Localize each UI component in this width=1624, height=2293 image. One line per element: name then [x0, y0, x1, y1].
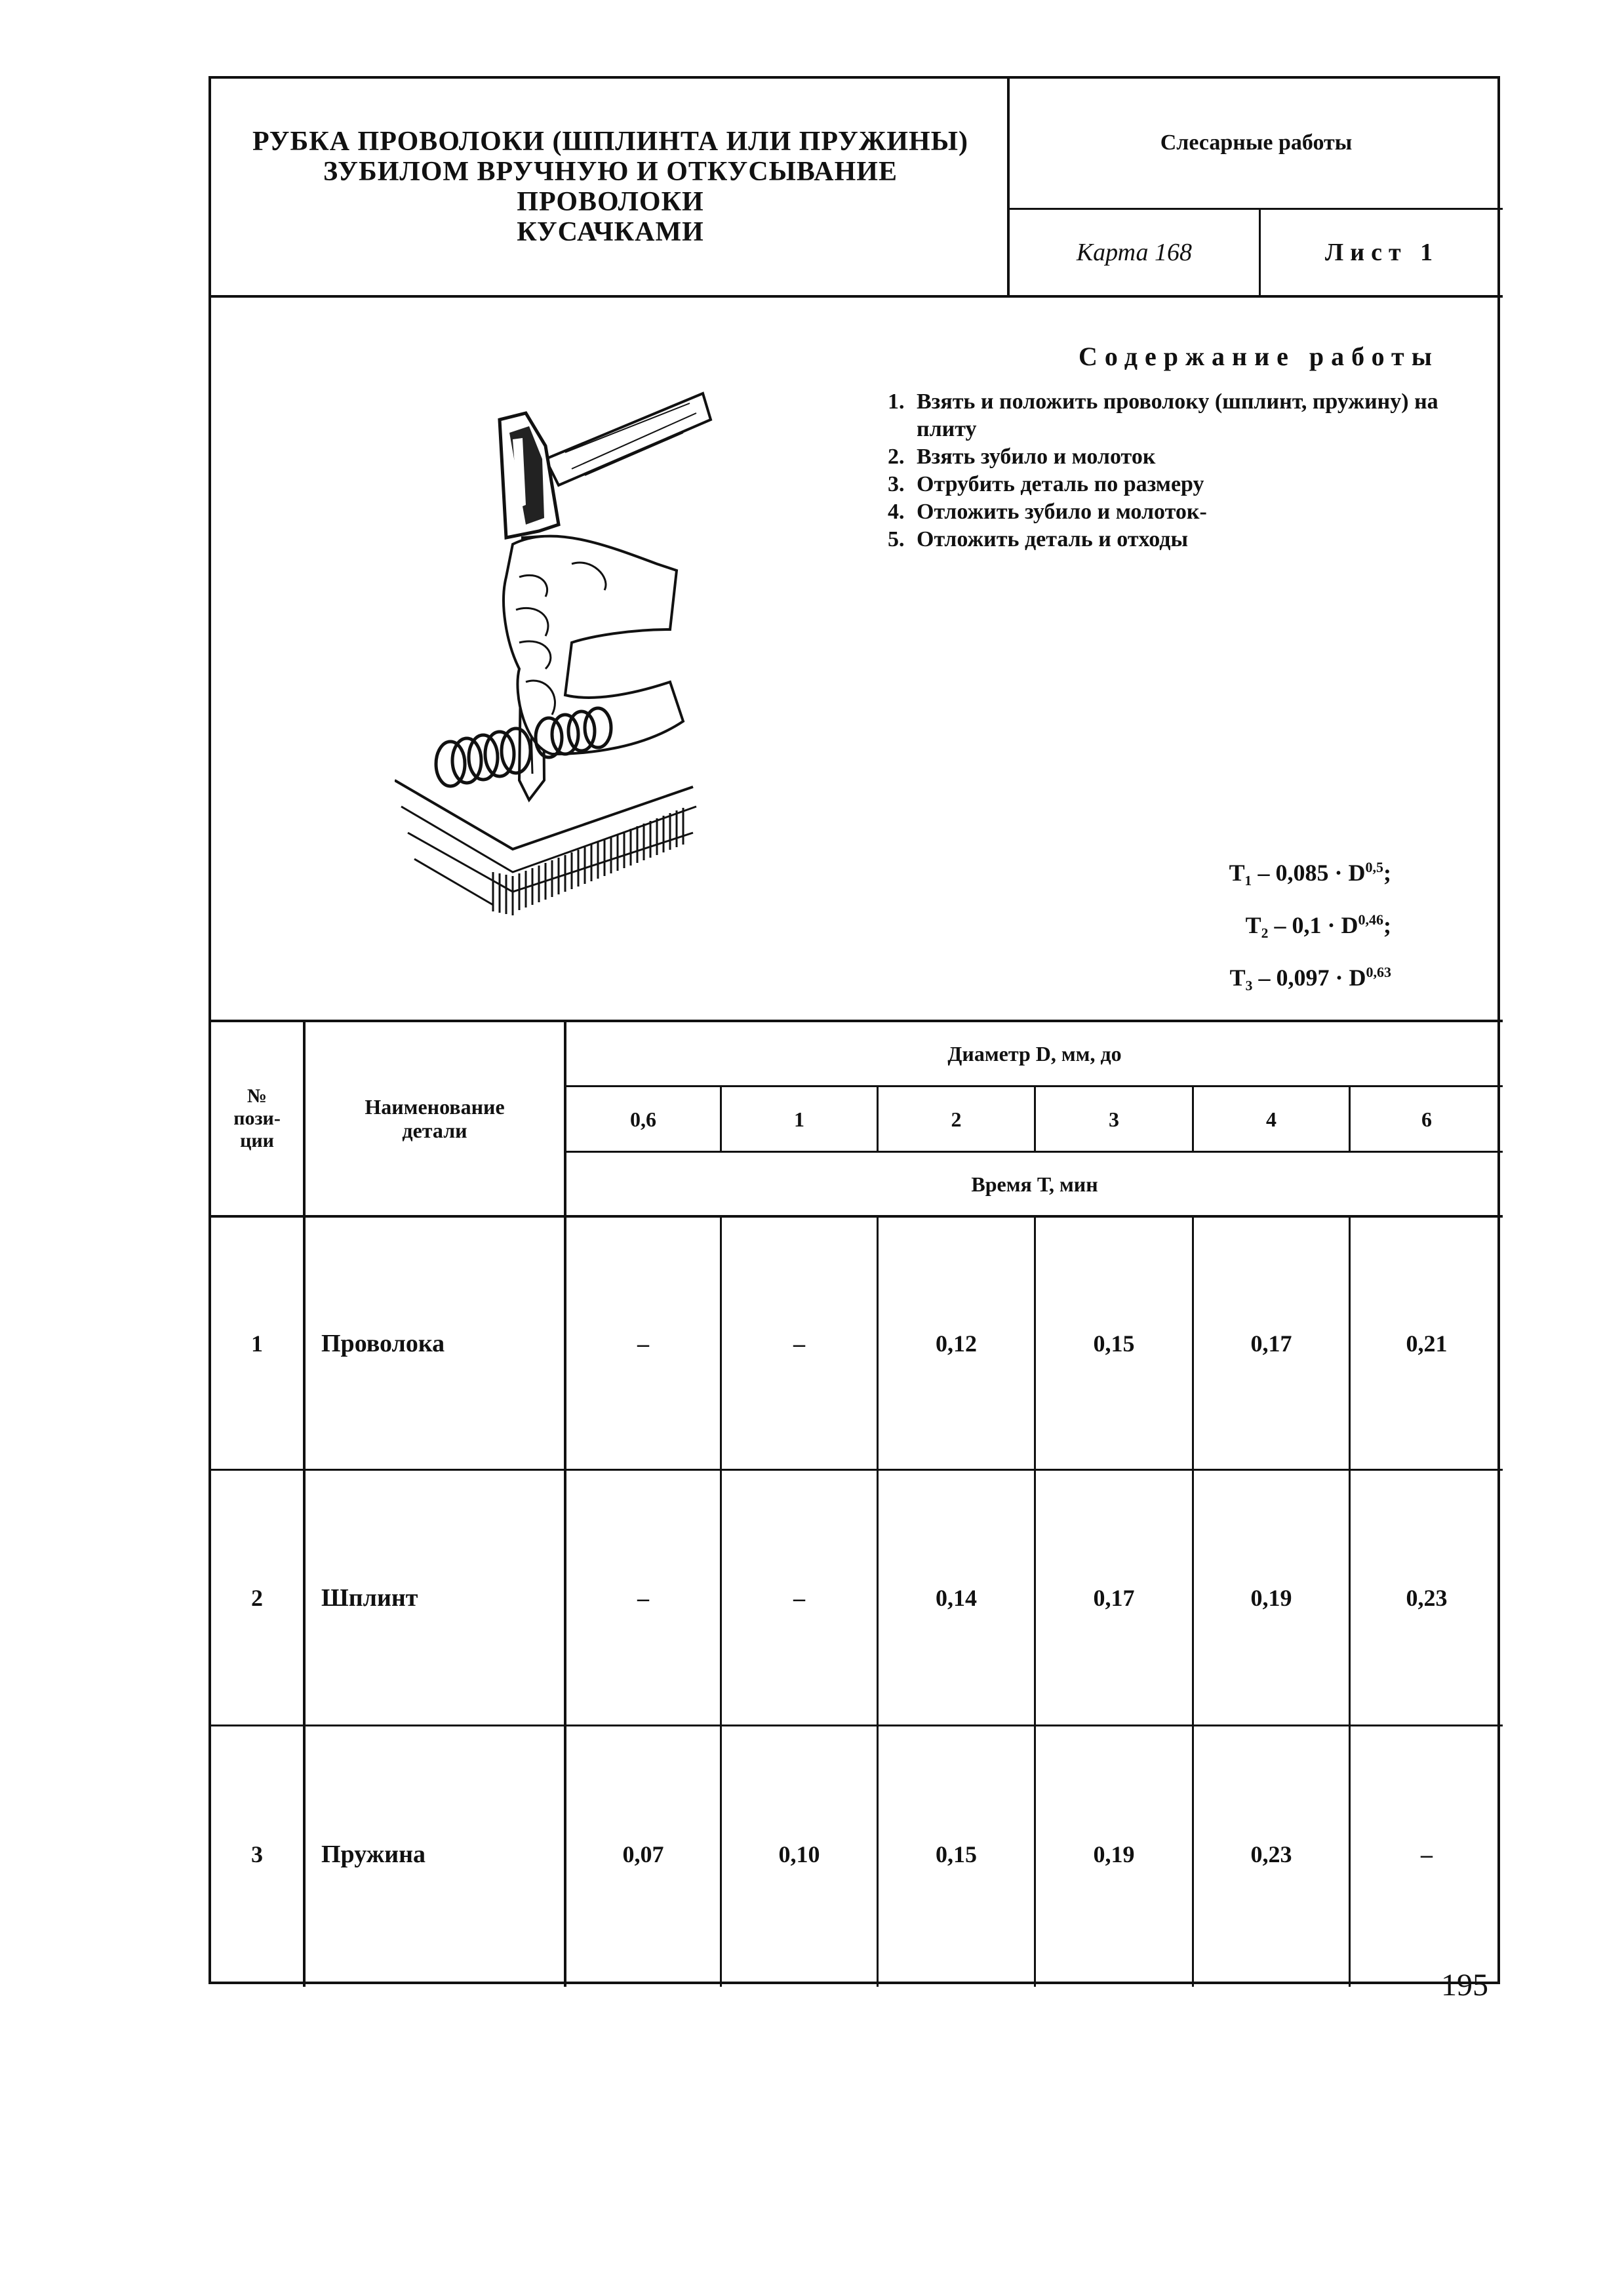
diameter-value: 2 [951, 1107, 962, 1131]
work-step [888, 443, 1491, 471]
col-name-line: детали [402, 1119, 467, 1142]
table-cell: 0,17 [1250, 1330, 1292, 1357]
table-cell: 0,15 [1093, 1330, 1135, 1357]
title-line-3: КУСАЧКАМИ [517, 217, 704, 247]
step-text: Отложить деталь и отходы [917, 527, 1189, 551]
work-step [888, 388, 1491, 443]
formula-coef: 0,097 [1276, 965, 1330, 991]
table-cell: 0,07 [622, 1841, 664, 1867]
col-pos-line: ции [240, 1130, 274, 1151]
title-line-2: ЗУБИЛОМ ВРУЧНУЮ И ОТКУСЫВАНИЕ ПРОВОЛОКИ [323, 157, 898, 217]
formula-exp: 0,46 [1358, 911, 1383, 928]
formula-exp: 0,5 [1365, 859, 1383, 875]
row-position: 3 [251, 1841, 263, 1867]
table-cell: 0,10 [778, 1841, 820, 1867]
table-cell: – [637, 1584, 649, 1611]
card-number: Карта 168 [1076, 239, 1193, 266]
formula-lhs: T₁ [1229, 860, 1252, 886]
formula-end: ; [1383, 912, 1391, 938]
formula-end: ; [1383, 860, 1391, 886]
step-number: 2. [888, 445, 905, 469]
diameter-value: 3 [1109, 1107, 1119, 1131]
col-pos-line: пози- [233, 1107, 281, 1129]
process-card [208, 76, 1500, 1984]
row-name: Шплинт [321, 1584, 418, 1612]
formula-exp: 0,63 [1366, 964, 1391, 980]
step-text: Взять и положить проволоку (шплинт, пружину) на плиту [917, 389, 1438, 441]
formula-lhs: T₃ [1229, 965, 1253, 991]
diameter-value: 6 [1421, 1107, 1432, 1131]
formula-t3: T₃ – 0,097 · D$^{0,63}$ [1229, 964, 1391, 991]
table-cell: – [793, 1584, 805, 1611]
table-cell: 0,21 [1406, 1330, 1448, 1357]
table-cell: 0,12 [936, 1330, 977, 1357]
content-title: Содержание работы [1079, 342, 1439, 371]
table-cell: 0,19 [1093, 1841, 1135, 1867]
formula-lhs: T₂ [1245, 912, 1269, 938]
row-position: 1 [251, 1330, 263, 1357]
col-name-line: Наименование [365, 1095, 505, 1119]
table-cell: 0,17 [1093, 1584, 1135, 1611]
work-step [888, 498, 1491, 526]
row-name: Пружина [321, 1841, 426, 1868]
work-step [888, 471, 1491, 498]
step-text: Отрубить деталь по размеру [917, 472, 1204, 496]
diameter-header: Диаметр D, мм, до [947, 1042, 1122, 1066]
table-cell: 0,14 [936, 1584, 977, 1611]
table-cell: – [793, 1330, 805, 1357]
step-number: 5. [888, 527, 905, 551]
formula-coef: 0,1 [1292, 912, 1322, 938]
diameter-value: 1 [794, 1107, 804, 1131]
table-cell: 0,23 [1406, 1584, 1448, 1611]
page-number: 195 [1441, 1968, 1488, 2003]
time-header: Время Т, мин [971, 1172, 1098, 1196]
table-cell: 0,15 [936, 1841, 977, 1867]
work-steps-list [888, 388, 1491, 553]
sheet-number: Лист 1 [1324, 239, 1440, 266]
col-header-position [211, 1022, 303, 1215]
chisel-hammer-illustration [395, 328, 945, 951]
diameter-value: 0,6 [630, 1107, 656, 1131]
work-step [888, 526, 1491, 553]
col-header-name [306, 1022, 564, 1215]
section-label: Слесарные работы [1160, 130, 1353, 155]
table-cell: 0,23 [1250, 1841, 1292, 1867]
step-number: 3. [888, 472, 905, 496]
diameter-value: 4 [1266, 1107, 1277, 1131]
formula-coef: 0,085 [1275, 860, 1329, 886]
table-cell: – [637, 1330, 649, 1357]
formula-t2: T₂ – 0,1 · D$^{0,46}$; [1245, 911, 1391, 938]
title-line-1: РУБКА ПРОВОЛОКИ (ШПЛИНТА ИЛИ ПРУЖИНЫ) [252, 127, 968, 157]
row-name: Проволока [321, 1329, 445, 1357]
step-number: 1. [888, 389, 905, 414]
step-text: Взять зубило и молоток [917, 445, 1156, 469]
row-position: 2 [251, 1584, 263, 1611]
table-cell: – [1421, 1841, 1433, 1867]
col-pos-line: № [247, 1085, 267, 1107]
table-cell: 0,19 [1250, 1584, 1292, 1611]
step-text: Отложить зубило и молоток- [917, 500, 1207, 524]
card-title [211, 79, 1010, 295]
step-number: 4. [888, 500, 905, 524]
formula-t1: T₁ – 0,085 · D$^{0,5}$; [1229, 859, 1391, 886]
